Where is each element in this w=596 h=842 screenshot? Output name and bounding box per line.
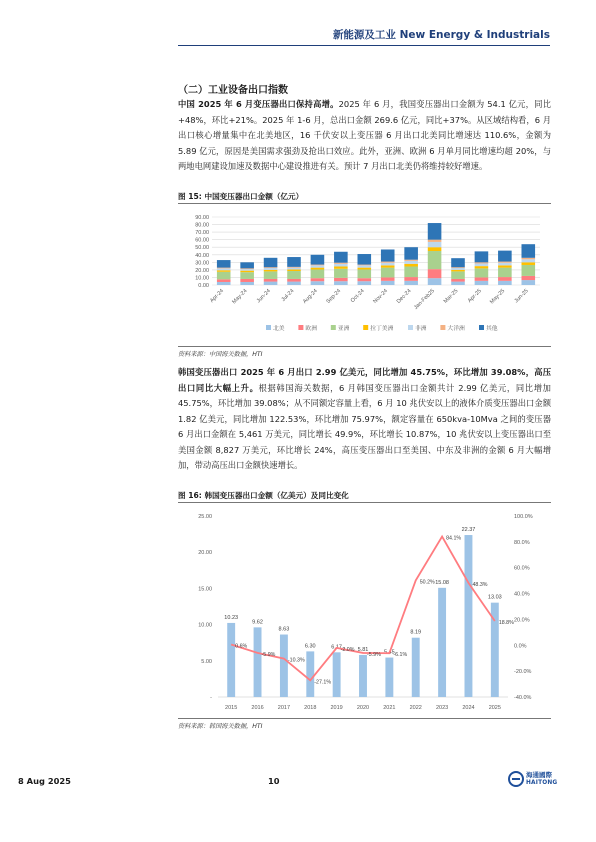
x-tick-label: Aug-24 xyxy=(302,288,319,305)
legend-label: 其他 xyxy=(486,326,498,332)
bar-segment-欧洲 xyxy=(240,279,254,282)
bar-segment-非洲 xyxy=(451,268,465,270)
x-tick-label: 2024 xyxy=(462,705,475,711)
bar-data-label: 5.81 xyxy=(357,646,369,653)
bar-segment-其他 xyxy=(287,257,301,267)
bar-data-label: 10.23 xyxy=(224,614,239,621)
legend-label: 亚洲 xyxy=(337,326,350,332)
bar-export-value xyxy=(438,588,446,697)
bar-segment-亚洲 xyxy=(381,268,395,278)
bar-segment-拉丁美洲 xyxy=(287,270,301,272)
bar-segment-亚洲 xyxy=(311,270,325,279)
y-right-tick-label: 20.0% xyxy=(514,617,530,624)
bar-segment-大洋洲 xyxy=(475,262,489,263)
bar-segment-大洋洲 xyxy=(311,265,325,266)
x-tick-label: Jan-Feb25 xyxy=(413,288,436,312)
footer-date: 8 Aug 2025 xyxy=(18,776,71,786)
y-right-tick-label: 80.0% xyxy=(514,539,530,546)
bar-segment-拉丁美洲 xyxy=(381,265,395,267)
bar-export-value xyxy=(333,652,341,697)
bar-segment-北美 xyxy=(404,281,418,285)
bar-segment-拉丁美洲 xyxy=(428,247,442,251)
bar-segment-非洲 xyxy=(311,265,325,267)
bar-segment-拉丁美洲 xyxy=(311,268,325,270)
bar-data-label: 6.17 xyxy=(331,644,342,651)
bar-data-label: 8.63 xyxy=(278,626,290,633)
bar-segment-欧洲 xyxy=(264,279,278,282)
bar-data-label: 6.30 xyxy=(304,643,316,650)
x-tick-label: Jun-24 xyxy=(255,288,272,305)
bar-segment-欧洲 xyxy=(217,279,231,282)
header-rule xyxy=(178,45,550,46)
bar-segment-欧洲 xyxy=(357,278,371,281)
bar-export-value xyxy=(465,535,473,697)
paragraph-china-body: 2025 年 6 月，我国变压器出口金额为 54.1 亿元，同比+48%，环比+21%。2025 年 1-6 月，总出口金额 269.6 亿元，同比+37%。从区域结构看，6 月出口核心增量集中在北美地区，16 千伏安以上变压器 6 月出口北美同比增速达 110.6%，金额为 5.89 亿元，原因是美国需求强劲及抢出口效应。此外，亚洲、欧洲 6 月单月同比增速均超 20%，与两地电网建设加速及数据中心建设推进有关。预计 7 月出口北美仍将维持较好增速。 xyxy=(178,99,551,171)
y-left-tick-label: 10.00 xyxy=(198,622,212,629)
legend-swatch-大洋洲 xyxy=(440,325,445,330)
bar-segment-亚洲 xyxy=(498,268,512,277)
figure16-chart xyxy=(178,504,551,716)
legend-label: 北美 xyxy=(273,326,285,332)
bar-segment-欧洲 xyxy=(287,279,301,282)
bar-segment-北美 xyxy=(428,278,442,285)
x-tick-label: Jul-24 xyxy=(280,288,296,304)
bar-segment-非洲 xyxy=(475,263,489,266)
bar-export-value xyxy=(280,635,288,697)
bar-segment-大洋洲 xyxy=(217,268,231,269)
y-tick-label: 60.00 xyxy=(195,237,209,244)
y-left-tick-label: 25.00 xyxy=(198,514,212,520)
bar-segment-大洋洲 xyxy=(498,262,512,263)
bar-segment-其他 xyxy=(475,251,489,262)
bar-segment-欧洲 xyxy=(451,279,465,282)
x-tick-label: 2021 xyxy=(383,705,396,711)
bar-segment-拉丁美洲 xyxy=(404,264,418,267)
bar-export-value xyxy=(227,623,235,697)
bar-data-label: 5.45 xyxy=(384,649,395,656)
y-tick-label: 0.00 xyxy=(198,283,209,289)
line-data-label: 0.6% xyxy=(235,643,248,650)
line-data-label: -5.9% xyxy=(367,651,381,658)
bar-export-value xyxy=(254,627,262,697)
bar-segment-非洲 xyxy=(357,265,371,267)
bar-segment-大洋洲 xyxy=(240,268,254,269)
bar-segment-其他 xyxy=(240,262,254,268)
bar-segment-北美 xyxy=(240,282,254,285)
line-data-label: -5.9% xyxy=(261,651,276,658)
y-right-tick-label: 40.0% xyxy=(514,591,530,598)
y-left-tick-label: 15.00 xyxy=(198,586,212,593)
bar-export-value xyxy=(385,658,393,697)
x-tick-label: 2025 xyxy=(488,705,501,711)
legend-swatch-北美 xyxy=(266,325,271,330)
bar-segment-其他 xyxy=(498,251,512,262)
y-tick-label: 90.00 xyxy=(195,215,209,221)
bar-segment-拉丁美洲 xyxy=(334,266,348,268)
line-data-label: 48.3% xyxy=(472,581,488,588)
bar-segment-非洲 xyxy=(264,268,278,270)
y-right-tick-label: -20.0% xyxy=(514,669,532,676)
figure15-title: 图 15: 中国变压器出口金额（亿元） xyxy=(178,192,304,201)
legend-swatch-拉丁美洲 xyxy=(363,325,368,330)
y-right-tick-label: 100.0% xyxy=(514,514,533,520)
bar-data-label: 9.62 xyxy=(252,619,263,626)
bar-segment-亚洲 xyxy=(451,271,465,279)
bar-segment-其他 xyxy=(521,244,535,258)
line-data-label: 84.1% xyxy=(446,535,462,542)
bar-segment-拉丁美洲 xyxy=(475,266,489,268)
footer-page-number: 10 xyxy=(268,776,280,786)
bar-segment-大洋洲 xyxy=(334,263,348,264)
bar-segment-亚洲 xyxy=(475,268,489,277)
bar-segment-大洋洲 xyxy=(287,267,301,268)
y-left-tick-label: 20.00 xyxy=(198,550,212,557)
y-right-tick-label: 0.0% xyxy=(514,643,527,650)
y-tick-label: 10.00 xyxy=(195,275,209,282)
paragraph-korea-body: 根据韩国海关数据，6 月韩国变压器出口金额共计 2.99 亿美元，同比增加 45.75%，环比增加 39.08%；从不同额定容量上看，6 月 10 兆伏安以上的液体介质变压器出口金额 1.82 亿美元，同比增加 122.53%，环比增加 75.97%，额定容量在 650kva-10Mva 之间的变压器 6 月出口金额在 5,461 万美元，同比增长 49.9%，环比增长 10.87%，10 兆伏安以上变压器出口至美国金额 8,827 万美元，环比增长 24%，高压变压器出口至美国、中东及非洲的金额 6 月大幅增加，带动高压出口金额快速增长。 xyxy=(178,382,551,470)
y-left-tick-label: 5.00 xyxy=(201,658,212,665)
bar-segment-大洋洲 xyxy=(357,265,371,266)
bar-segment-非洲 xyxy=(428,242,442,247)
figure16-bottom-rule xyxy=(178,718,551,719)
x-tick-label: 2015 xyxy=(225,705,238,711)
bar-segment-欧洲 xyxy=(475,277,489,280)
figure16-source: 资料来源：韩国海关数据，HTI xyxy=(178,723,263,730)
bar-segment-非洲 xyxy=(404,261,418,264)
bar-segment-北美 xyxy=(334,281,348,285)
bar-segment-其他 xyxy=(264,258,278,267)
paragraph-china-export xyxy=(178,97,551,175)
x-tick-label: Apr-25 xyxy=(466,288,483,305)
bar-segment-其他 xyxy=(404,247,418,259)
paragraph-korea-lead: 韩国变压器出口 2025 年 6 月出口 2.99 亿美元，同比增加 45.75%，环比增加 39.08%，高压出口同比大幅上升。 xyxy=(178,367,551,393)
x-tick-label: 2018 xyxy=(304,705,317,711)
bar-segment-非洲 xyxy=(217,268,231,270)
bar-export-value xyxy=(412,638,420,697)
bar-segment-北美 xyxy=(521,280,535,285)
y-left-tick-label: - xyxy=(210,695,212,701)
china-export-stacked-bar-chart xyxy=(178,205,551,345)
bar-segment-非洲 xyxy=(240,269,254,271)
bar-segment-拉丁美洲 xyxy=(357,268,371,270)
bar-segment-北美 xyxy=(217,282,231,285)
x-tick-label: Mar-25 xyxy=(442,288,460,305)
bar-segment-大洋洲 xyxy=(404,260,418,261)
figure15-top-rule xyxy=(178,203,551,204)
x-tick-label: 2017 xyxy=(277,705,291,711)
bar-segment-拉丁美洲 xyxy=(217,270,231,272)
x-tick-label: 2022 xyxy=(409,705,422,711)
bar-export-value xyxy=(306,651,314,697)
paragraph-china-lead: 中国 2025 年 6 月变压器出口保持高增。 xyxy=(178,99,339,109)
legend-label: 拉丁美洲 xyxy=(370,326,394,332)
bar-segment-大洋洲 xyxy=(428,240,442,242)
korea-export-bar-line-chart xyxy=(178,504,551,716)
x-tick-label: Dec-24 xyxy=(395,288,413,305)
figure15-bottom-rule xyxy=(178,346,551,347)
legend-label: 大洋洲 xyxy=(447,326,465,332)
bar-segment-北美 xyxy=(287,282,301,285)
y-tick-label: 30.00 xyxy=(195,260,209,267)
line-data-label: -2.0% xyxy=(340,646,355,653)
x-tick-label: Oct-24 xyxy=(349,288,366,305)
bar-segment-拉丁美洲 xyxy=(521,262,535,265)
bar-segment-拉丁美洲 xyxy=(264,270,278,272)
bar-data-label: 15.08 xyxy=(435,579,449,586)
bar-segment-其他 xyxy=(311,255,325,265)
bar-segment-北美 xyxy=(498,281,512,285)
header-brand: 新能源及工业 New Energy & Industrials xyxy=(332,29,550,41)
x-tick-label: Sep-24 xyxy=(325,288,343,305)
bar-segment-亚洲 xyxy=(404,266,418,277)
bar-segment-非洲 xyxy=(498,263,512,266)
bar-segment-亚洲 xyxy=(287,271,301,279)
haitong-logo-icon xyxy=(508,771,524,787)
bar-segment-非洲 xyxy=(334,264,348,267)
bar-segment-其他 xyxy=(357,254,371,265)
bar-segment-北美 xyxy=(475,281,489,285)
logo-chinese-name: 海通國際 xyxy=(526,771,552,779)
y-right-tick-label: 60.0% xyxy=(514,565,530,572)
bar-segment-其他 xyxy=(334,252,348,263)
figure16-title: 图 16: 韩国变压器出口金额（亿美元）及同比变化 xyxy=(178,491,349,500)
y-tick-label: 70.00 xyxy=(195,230,209,237)
bar-segment-欧洲 xyxy=(521,276,535,280)
bar-export-value xyxy=(359,655,367,697)
line-data-label: -27.1% xyxy=(314,679,332,686)
y-right-tick-label: -40.0% xyxy=(514,695,532,701)
line-data-label: -6.1% xyxy=(393,652,408,659)
x-tick-label: Apr-24 xyxy=(209,288,226,305)
figure16-top-rule xyxy=(178,502,551,503)
bar-segment-北美 xyxy=(357,281,371,285)
figure15-source: 资料来源：中国海关数据，HTI xyxy=(178,351,263,358)
bar-segment-亚洲 xyxy=(217,272,231,280)
paragraph-korea-export xyxy=(178,365,551,474)
bar-segment-其他 xyxy=(381,249,395,261)
y-tick-label: 50.00 xyxy=(195,245,209,252)
x-tick-label: 2020 xyxy=(356,705,370,711)
bar-segment-欧洲 xyxy=(381,277,395,280)
figure15-chart xyxy=(178,205,551,345)
bar-segment-北美 xyxy=(381,281,395,285)
y-tick-label: 20.00 xyxy=(195,267,209,274)
bar-segment-其他 xyxy=(217,260,231,268)
bar-segment-非洲 xyxy=(521,259,535,262)
y-tick-label: 40.00 xyxy=(195,252,209,259)
bar-segment-欧洲 xyxy=(404,277,418,281)
bar-segment-大洋洲 xyxy=(264,267,278,268)
legend-label: 欧洲 xyxy=(305,326,318,332)
section-title: （二）工业设备出口指数 xyxy=(178,85,288,96)
legend-swatch-其他 xyxy=(479,325,484,330)
line-data-label: 50.2% xyxy=(419,579,435,586)
bar-segment-非洲 xyxy=(381,263,395,266)
bar-segment-亚洲 xyxy=(264,271,278,279)
bar-data-label: 13.03 xyxy=(487,594,502,601)
bar-segment-欧洲 xyxy=(311,278,325,281)
logo-english-name: HAITONG xyxy=(526,780,558,786)
bar-segment-大洋洲 xyxy=(451,267,465,268)
haitong-logo xyxy=(508,769,558,795)
bar-segment-其他 xyxy=(451,258,465,267)
bar-segment-亚洲 xyxy=(521,265,535,276)
bar-segment-亚洲 xyxy=(357,270,371,279)
x-tick-label: May-24 xyxy=(231,288,249,306)
bar-segment-欧洲 xyxy=(334,278,348,281)
y-tick-label: 80.00 xyxy=(195,222,209,229)
x-tick-label: Jun-25 xyxy=(513,288,530,305)
x-tick-label: 2019 xyxy=(330,705,343,711)
bar-segment-亚洲 xyxy=(240,272,254,279)
bar-segment-非洲 xyxy=(287,268,301,270)
bar-segment-欧洲 xyxy=(498,277,512,281)
bar-segment-亚洲 xyxy=(334,269,348,278)
bar-segment-北美 xyxy=(264,282,278,285)
bar-segment-亚洲 xyxy=(428,251,442,269)
x-tick-label: Nov-24 xyxy=(372,288,390,305)
bar-segment-拉丁美洲 xyxy=(451,270,465,272)
x-tick-label: 2023 xyxy=(435,705,449,711)
bar-segment-北美 xyxy=(311,281,325,285)
line-data-label: 18.8% xyxy=(498,619,514,626)
bar-segment-其他 xyxy=(428,223,442,240)
bar-data-label: 8.19 xyxy=(410,629,422,636)
bar-segment-大洋洲 xyxy=(521,258,535,260)
bar-segment-欧洲 xyxy=(428,269,442,278)
bar-segment-大洋洲 xyxy=(381,262,395,263)
bar-segment-拉丁美洲 xyxy=(240,271,254,273)
legend-swatch-亚洲 xyxy=(331,325,336,330)
line-data-label: -10.3% xyxy=(287,657,305,664)
bar-data-label: 22.37 xyxy=(461,527,476,534)
x-tick-label: May-25 xyxy=(489,288,507,306)
legend-swatch-非洲 xyxy=(408,325,413,330)
x-tick-label: 2016 xyxy=(251,705,264,711)
bar-segment-拉丁美洲 xyxy=(498,265,512,267)
legend-label: 非洲 xyxy=(415,326,427,332)
bar-segment-北美 xyxy=(451,282,465,285)
legend-swatch-欧洲 xyxy=(298,325,303,330)
